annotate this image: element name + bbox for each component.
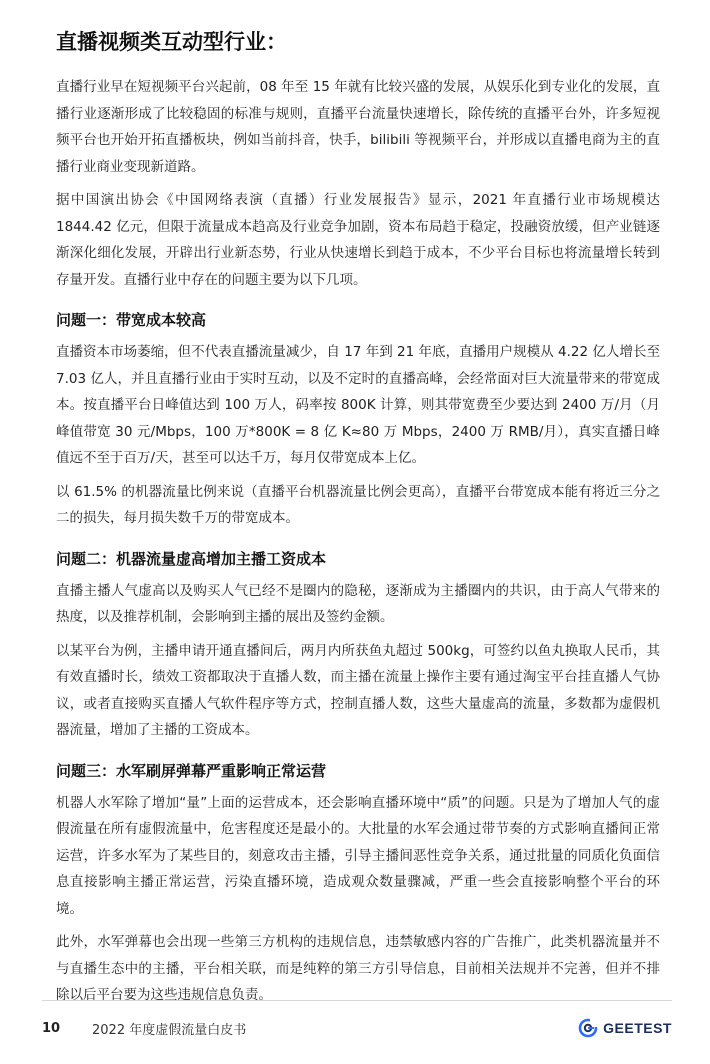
logo-text: GEETEST	[603, 1020, 672, 1036]
issue-two-paragraph-2: 以某平台为例，主播申请开通直播间后，两月内所获鱼丸超过 500kg，可签约以鱼丸换取人民币，其有效直播时长，绩效工资都取决于直播人数，而主播在流量上操作主要有通过淘宝平台挂直播人气协议，或者直接购买直播人气软件程序等方式，控制直播人数，这些大量虚高的流量，多数都为虚假机器流量，增加了主播的工资成本。	[56, 642, 660, 738]
page-footer	[42, 1000, 672, 1043]
issue-one-paragraph-1: 直播资本市场萎缩，但不代表直播流量减少，自 17 年到 21 年底，直播用户规模从 4.22 亿人增长至 7.03 亿人，并且直播行业由于实时互动，以及不定时的直播高峰，会经常面对巨大流量带来的带宽成本。按直播平台日峰值达到 100 万人，码率按 800K 计算，则其带宽费至少要达到 2400 万/月（月峰值带宽 30 元/Mbps，100 万*800K = 8 亿 K≈80 万 Mbps，2400 万 RMB/月），真实直播日峰值远不至于百万/天，甚至可以达千万，每月仅带宽成本上亿。	[56, 344, 660, 466]
issue-three-title: 问题三：水军刷屏弹幕严重影响正常运营	[56, 761, 327, 780]
geetest-logo	[578, 1018, 672, 1038]
page-number: 10	[42, 1020, 61, 1036]
issue-one-title: 问题一：带宽成本较高	[56, 311, 207, 329]
footer-title: 2022 年度虚假流量白皮书	[92, 1022, 247, 1038]
document-page	[56, 24, 660, 1016]
issue-one-paragraph-2: 以 61.5% 的机器流量比例来说（直播平台机器流量比例会更高），直播平台带宽成本能有将近三分之二的损失，每月损失数千万的带宽成本。	[56, 483, 660, 526]
issue-three-paragraph-2: 此外，水军弹幕也会出现一些第三方机构的违规信息，违禁敏感内容的广告推广，此类机器流量并不与直播生态中的主播，平台相关联，而是纯粹的第三方引导信息，目前相关法规并不完善，但并不排除以后平台要为这些违规信息负责。	[56, 934, 660, 1003]
issue-three-paragraph-1: 机器人水军除了增加“量”上面的运营成本，还会影响直播环境中“质”的问题。只是为了增加人气的虚假流量在所有虚假流量中，危害程度还是最小的。大批量的水军会通过带节奏的方式影响直播间正常运营，许多水军为了某些目的，刻意攻击主播，引导主播间恶性竞争关系，通过批量的同质化负面信息直接影响主播正常运营，污染直播环境，造成观众数量骤减，严重一些会直接影响整个平台的环境。	[56, 794, 660, 917]
geetest-logo-icon	[578, 1018, 598, 1038]
intro-paragraph-1: 直播行业早在短视频平台兴起前，08 年至 15 年就有比较兴盛的发展，从娱乐化到专业化的发展，直播行业逐渐形成了比较稳固的标准与规则，直播平台流量快速增长，除传统的直播平台外，许多短视频平台也开始开拓直播板块，例如当前抖音，快手，bilibili 等视频平台，并形成以直播电商为主的直播行业商业变现新道路。	[56, 79, 660, 175]
section-heading: 直播视频类互动型行业：	[56, 30, 287, 54]
issue-two-paragraph-1: 直播主播人气虚高以及购买人气已经不是圈内的隐秘，逐渐成为主播圈内的共识，由于高人气带来的热度，以及推荐机制，会影响到主播的展出及签约金额。	[56, 582, 660, 625]
issue-two-title: 问题二：机器流量虚高增加主播工资成本	[56, 549, 327, 568]
intro-paragraph-2: 据中国演出协会《中国网络表演（直播）行业发展报告》显示，2021 年直播行业市场规模达 1844.42 亿元，但限于流量成本趋高及行业竞争加剧，资本布局趋于稳定，投融资放缓，但产业链逐渐深化细化发展，开辟出行业新态势，行业从快速增长到趋于成本，不少平台目标也将流量增长转到存量开发。直播行业中存在的问题主要为以下几项。	[56, 192, 660, 288]
